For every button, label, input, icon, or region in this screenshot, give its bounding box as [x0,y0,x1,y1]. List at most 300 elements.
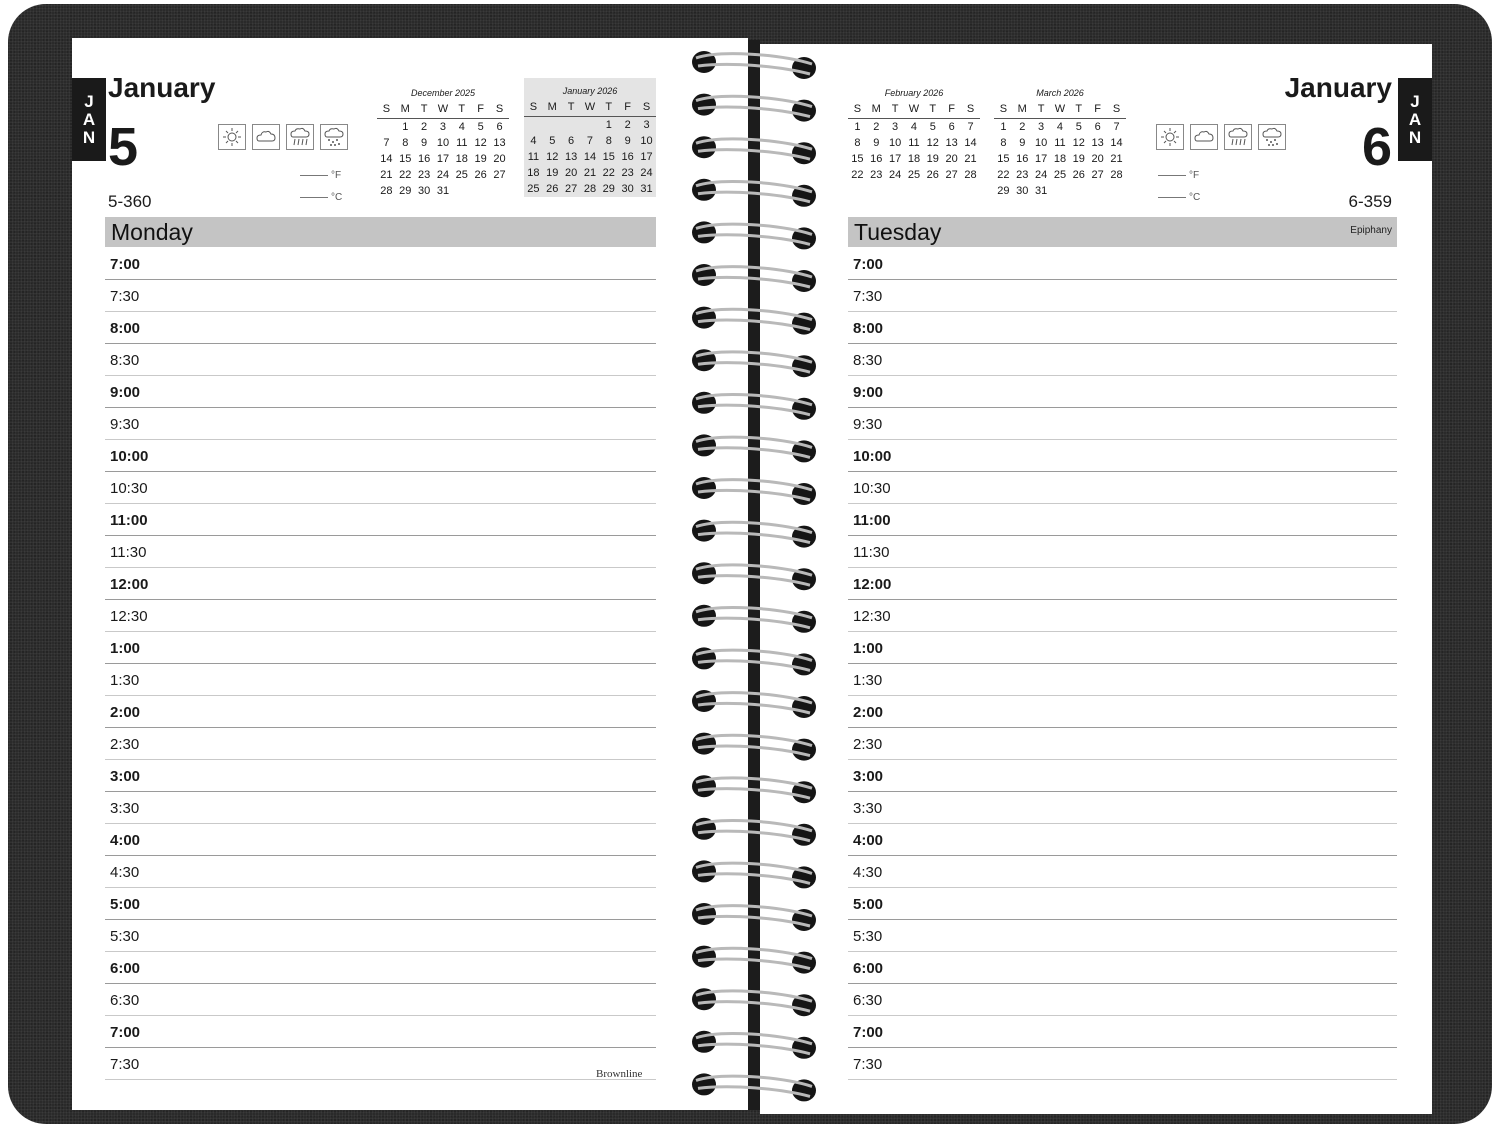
weekday-header-row [848,100,980,119]
calendar-day[interactable]: 9 [421,137,428,149]
calendar-day[interactable] [581,117,600,134]
binding-coil [692,349,816,377]
calendar-day[interactable]: 2 [1019,121,1026,133]
calendar-day[interactable]: 13 [1091,137,1104,149]
time-slot-row[interactable] [105,1016,656,1048]
holiday-label: Epiphany [1350,225,1392,236]
calendar-day[interactable]: 6 [568,135,575,147]
calendar-day[interactable]: 10 [436,137,450,149]
calendar-day[interactable]: 31 [436,185,450,197]
binding-coil [692,307,816,335]
calendar-week-row [524,165,656,181]
calendar-day[interactable]: 8 [605,135,612,147]
binding-coil [692,179,816,207]
calendar-day[interactable]: 25 [527,183,540,195]
rain-icon[interactable] [286,124,314,150]
calendar-day[interactable]: 8 [402,137,409,149]
time-slot-row[interactable] [848,472,1397,504]
weekday-header: T [1032,100,1051,119]
time-slot-row[interactable] [848,984,1397,1016]
calendar-day[interactable]: 28 [964,169,977,181]
calendar-day[interactable]: 2 [421,121,428,133]
time-slot-row[interactable] [105,504,656,536]
sun-icon[interactable] [1156,124,1184,150]
time-label: 7:00 [110,256,141,273]
time-slot-row[interactable] [105,728,656,760]
calendar-day[interactable]: 17 [640,151,653,163]
calendar-day[interactable]: 23 [1016,169,1029,181]
time-label: 6:00 [110,960,141,977]
calendar-day[interactable]: 30 [417,185,431,197]
calendar-day[interactable]: 16 [870,153,883,165]
time-slot-row[interactable] [848,824,1397,856]
time-label: 11:30 [853,544,890,561]
tab-letter: J [84,91,94,111]
calendar-day[interactable] [543,117,562,134]
calendar-day[interactable]: 26 [474,169,487,181]
mini-calendar-grid [524,98,656,197]
time-slot-row[interactable] [105,280,656,312]
calendar-day[interactable]: 8 [1000,137,1007,149]
calendar-day[interactable]: 1 [402,121,409,133]
calendar-day[interactable]: 9 [1019,137,1026,149]
calendar-day[interactable]: 21 [1110,153,1123,165]
tab-letter: N [82,127,96,147]
calendar-day[interactable]: 28 [583,183,597,195]
time-slot-row[interactable] [848,1048,1397,1080]
calendar-day[interactable]: 16 [417,153,431,165]
calendar-day[interactable]: 5 [1075,121,1082,133]
day-number: 6 [1361,117,1392,177]
calendar-day[interactable]: 2 [873,121,880,133]
calendar-day[interactable]: 24 [640,167,653,179]
day-count: 6-359 [1348,192,1392,211]
calendar-day[interactable]: 27 [493,169,506,181]
temp-celsius [1158,192,1200,203]
calendar-day[interactable]: 22 [997,169,1010,181]
time-slot-row[interactable] [848,504,1397,536]
time-slot-row[interactable] [848,312,1397,344]
time-slot-row[interactable] [848,568,1397,600]
calendar-day[interactable]: 22 [399,169,412,181]
time-slot-row[interactable] [105,1048,656,1080]
time-slot-row[interactable] [848,728,1397,760]
calendar-day[interactable]: 16 [621,151,634,163]
calendar-day[interactable]: 3 [892,121,899,133]
calendar-day[interactable]: 15 [851,153,864,165]
time-label: 11:30 [110,544,147,561]
calendar-day[interactable] [1107,183,1126,199]
binding-coil [692,647,816,675]
calendar-day[interactable] [524,117,543,134]
weekday-header: F [471,100,490,119]
calendar-day[interactable]: 13 [493,137,506,149]
calendar-day[interactable]: 11 [456,137,468,149]
weather-icons [1156,124,1286,150]
time-slot-row[interactable] [848,280,1397,312]
time-label: 7:30 [110,1056,140,1073]
cloud-icon[interactable] [252,124,280,150]
sun-icon[interactable] [218,124,246,150]
calendar-day[interactable]: 12 [926,137,939,149]
time-slot-row[interactable] [105,856,656,888]
weekday-header: S [848,100,867,119]
calendar-day[interactable]: 15 [399,153,412,165]
time-slot-row[interactable] [848,248,1397,280]
mini-calendar-december-2025 [377,80,509,199]
time-label: 10:30 [853,480,891,497]
calendar-day[interactable]: 12 [1072,137,1085,149]
calendar-day[interactable]: 5 [549,135,556,147]
time-label: 1:30 [853,672,883,689]
calendar-day[interactable]: 26 [546,183,559,195]
calendar-week-row [994,183,1126,199]
time-slot-row[interactable] [848,440,1397,472]
time-slot-row[interactable] [105,248,656,280]
calendar-week-row [377,167,509,183]
time-slot-row[interactable] [105,344,656,376]
calendar-day[interactable]: 11 [908,137,920,149]
time-slot-row[interactable] [105,888,656,920]
calendar-day[interactable]: 8 [854,137,861,149]
calendar-day[interactable]: 10 [1034,137,1048,149]
time-slot-row[interactable] [105,408,656,440]
calendar-day[interactable]: 19 [1072,153,1085,165]
calendar-week-row [994,135,1126,151]
calendar-day[interactable]: 18 [1053,153,1067,165]
mini-calendar-title: January 2026 [562,86,618,96]
binding-coil [692,946,816,974]
calendar-day[interactable]: 27 [945,169,958,181]
calendar-day[interactable]: 4 [458,121,465,133]
calendar-day[interactable]: 23 [621,167,634,179]
month-name: January [1284,72,1392,103]
time-label: 7:00 [110,1024,141,1041]
time-slot-row[interactable] [105,792,656,824]
time-slot-row[interactable] [105,600,656,632]
calendar-day[interactable]: 11 [1054,137,1066,149]
calendar-week-row [377,183,509,199]
weekday-header-row [994,100,1126,119]
calendar-week-row [524,133,656,149]
weekday-band [105,217,656,247]
rain-icon[interactable] [1224,124,1252,150]
calendar-day[interactable]: 7 [1113,121,1120,133]
calendar-day[interactable]: 6 [948,121,955,133]
calendar-day[interactable]: 26 [926,169,939,181]
calendar-day[interactable]: 27 [564,183,578,195]
calendar-day[interactable]: 5 [929,121,936,133]
mini-calendar-grid [848,100,980,183]
calendar-day[interactable]: 12 [546,151,559,163]
calendar-day[interactable]: 3 [439,121,447,133]
time-label: 4:00 [853,832,884,849]
tab-letter: J [1410,91,1420,111]
time-slot-row[interactable] [105,376,656,408]
month-tab[interactable] [72,78,106,161]
calendar-day[interactable]: 6 [1094,121,1101,133]
calendar-day[interactable]: 13 [945,137,958,149]
time-slot-row[interactable] [848,888,1397,920]
calendar-day[interactable] [562,117,581,134]
calendar-day[interactable]: 25 [907,169,921,181]
time-label: 8:30 [853,352,883,369]
calendar-day[interactable]: 6 [496,121,503,133]
time-slot-row[interactable] [105,568,656,600]
calendar-day[interactable]: 21 [380,169,393,181]
calendar-day[interactable]: 7 [586,135,594,147]
time-label: 12:00 [110,576,149,593]
calendar-day[interactable]: 14 [1110,137,1123,149]
calendar-day[interactable] [1051,183,1070,199]
time-slot-row[interactable] [105,824,656,856]
calendar-day[interactable]: 4 [910,121,918,133]
time-slot-row[interactable] [105,312,656,344]
calendar-day[interactable]: 28 [380,185,393,197]
calendar-day[interactable]: 17 [436,153,450,165]
time-label: 1:00 [110,640,141,657]
calendar-day[interactable]: 29 [997,185,1010,197]
weekday-header: T [562,98,581,117]
calendar-day[interactable]: 19 [926,153,939,165]
weekday-header: M [543,98,562,117]
calendar-day[interactable]: 14 [380,153,393,165]
time-slot-row[interactable] [105,440,656,472]
calendar-day[interactable]: 15 [997,153,1010,165]
calendar-day[interactable]: 22 [851,169,864,181]
calendar-day[interactable]: 20 [945,153,958,165]
calendar-day[interactable]: 3 [1038,121,1045,133]
mini-calendar-february-2026 [848,80,980,183]
weekday-header: S [961,100,980,119]
calendar-day[interactable]: 7 [383,137,390,149]
binding-coil [692,51,816,79]
calendar-day[interactable]: 29 [602,183,615,195]
calendar-day[interactable]: 31 [1034,185,1048,197]
time-slot-row[interactable] [848,856,1397,888]
calendar-day[interactable]: 13 [564,151,578,163]
time-label: 2:00 [110,704,141,721]
time-slot-row[interactable] [105,952,656,984]
calendar-day[interactable]: 2 [624,119,631,131]
time-label: 6:30 [110,992,140,1009]
weekday-header: S [637,98,656,117]
binding-coil [692,520,816,548]
time-slot-row[interactable] [105,632,656,664]
calendar-day[interactable]: 3 [643,119,650,131]
calendar-week-row [524,117,656,134]
calendar-day[interactable]: 4 [530,135,537,147]
calendar-day[interactable]: 14 [964,137,977,149]
time-slot-row[interactable] [105,984,656,1016]
time-label: 7:30 [110,288,140,305]
mini-calendar-march-2026 [994,80,1126,199]
snow-icon[interactable] [1258,124,1286,150]
time-label: 8:00 [853,320,884,337]
time-slot-row[interactable] [848,376,1397,408]
calendar-day[interactable] [1088,183,1107,199]
time-slot-row[interactable] [848,696,1397,728]
mini-calendar-january-2026 [524,78,656,197]
time-slot-row[interactable] [848,1016,1397,1048]
month-tab[interactable] [1398,78,1432,161]
weekday-header: W [1051,100,1070,119]
calendar-day[interactable]: 9 [624,135,631,147]
mini-calendar-title: February 2026 [884,88,944,98]
binding-coil [692,434,816,462]
calendar-day[interactable]: 20 [564,167,578,179]
binding-coil [692,264,816,292]
calendar-week-row [848,167,980,183]
binding-coil [692,392,816,420]
time-label: 5:30 [110,928,140,945]
calendar-week-row [848,135,980,151]
binding-coil [692,903,816,931]
weekday-header: S [524,98,543,117]
temp-celsius [300,192,342,203]
binding-coil [692,136,816,164]
calendar-day[interactable]: 1 [854,121,861,133]
weekday-header: T [415,100,434,119]
calendar-day[interactable]: 23 [417,169,431,181]
calendar-day[interactable]: 25 [1053,169,1067,181]
time-label: 5:00 [110,896,141,913]
tab-letter: N [1408,127,1422,147]
calendar-day[interactable]: 12 [474,137,487,149]
time-slot-row[interactable] [105,760,656,792]
time-label: 12:00 [853,576,892,593]
time-slot-row[interactable] [848,920,1397,952]
time-slot-row[interactable] [848,952,1397,984]
calendar-day[interactable]: 15 [602,151,615,163]
weekday-header: F [1088,100,1107,119]
time-label: 2:30 [853,736,883,753]
time-slot-row[interactable] [848,600,1397,632]
snow-icon[interactable] [320,124,348,150]
calendar-day[interactable] [452,183,471,199]
tab-letter: A [1408,109,1422,129]
time-label: 8:30 [110,352,140,369]
calendar-day[interactable]: 26 [1072,169,1085,181]
calendar-day[interactable]: 18 [907,153,921,165]
time-label: 7:00 [853,1024,884,1041]
weekday-header: F [942,100,961,119]
calendar-day[interactable]: 20 [493,153,506,165]
calendar-day[interactable]: 21 [583,167,597,179]
calendar-day[interactable]: 20 [1091,153,1104,165]
time-label: 3:30 [853,800,883,817]
calendar-day[interactable]: 14 [583,151,597,163]
temp-c-label: °C [1189,192,1201,203]
calendar-day[interactable]: 1 [605,119,612,131]
time-label: 9:00 [853,384,884,401]
time-label: 5:30 [853,928,883,945]
time-label: 9:00 [110,384,141,401]
time-slot-row[interactable] [105,472,656,504]
time-label: 11:00 [853,512,891,529]
time-slot-row[interactable] [848,632,1397,664]
calendar-day[interactable]: 24 [1034,169,1048,181]
time-slot-row[interactable] [848,792,1397,824]
weekday-header: T [886,100,905,119]
time-slot-row[interactable] [848,664,1397,696]
cloud-icon[interactable] [1190,124,1218,150]
weekday-band [848,217,1397,247]
calendar-day[interactable]: 10 [640,135,653,147]
calendar-day[interactable]: 18 [527,167,540,179]
time-slot-row[interactable] [105,920,656,952]
calendar-day[interactable]: 30 [621,183,634,195]
binding-coil [692,221,816,249]
time-label: 9:30 [853,416,883,433]
time-label: 3:30 [110,800,140,817]
calendar-day[interactable]: 11 [527,151,540,163]
time-label: 7:30 [853,288,883,305]
weekday-header: T [452,100,471,119]
calendar-day[interactable]: 24 [888,169,902,181]
weekday-header: F [618,98,637,117]
time-slot-row[interactable] [105,664,656,696]
calendar-day[interactable]: 21 [964,153,977,165]
calendar-day[interactable]: 1 [1000,121,1007,133]
calendar-day[interactable]: 27 [1091,169,1104,181]
calendar-day[interactable]: 17 [1034,153,1048,165]
mini-calendar-title: March 2026 [1036,88,1084,98]
time-label: 7:00 [853,256,884,273]
calendar-day[interactable]: 18 [455,153,468,165]
calendar-day[interactable]: 19 [546,167,559,179]
time-slot-row[interactable] [105,536,656,568]
time-slot-row[interactable] [848,408,1397,440]
calendar-day[interactable]: 7 [967,121,974,133]
calendar-day[interactable]: 4 [1056,121,1064,133]
calendar-week-row [377,135,509,151]
time-label: 4:30 [110,864,140,881]
calendar-day[interactable]: 5 [477,121,484,133]
calendar-day[interactable]: 30 [1016,185,1029,197]
time-slot-row[interactable] [105,696,656,728]
calendar-day[interactable]: 17 [888,153,902,165]
calendar-day[interactable]: 10 [888,137,902,149]
calendar-day[interactable] [490,183,509,199]
calendar-week-row [524,181,656,197]
weekday-header: T [599,98,618,117]
calendar-week-row [994,119,1126,136]
mini-calendar-grid [994,100,1126,199]
calendar-day[interactable]: 29 [399,185,412,197]
calendar-day[interactable]: 16 [1016,153,1029,165]
calendar-day[interactable]: 28 [1110,169,1123,181]
time-slot-row[interactable] [848,536,1397,568]
calendar-day[interactable] [377,119,396,136]
binding-coil [692,605,816,633]
time-label: 12:30 [110,608,148,625]
time-slot-row[interactable] [848,760,1397,792]
time-label: 10:00 [853,448,892,465]
calendar-day[interactable] [1069,183,1088,199]
calendar-day[interactable]: 25 [455,169,468,181]
time-label: 11:00 [110,512,148,529]
binding-coil [692,988,816,1016]
calendar-day[interactable]: 22 [602,167,615,179]
calendar-day[interactable]: 24 [436,169,450,181]
calendar-day[interactable]: 19 [474,153,487,165]
calendar-day[interactable]: 9 [873,137,880,149]
calendar-day[interactable] [471,183,490,199]
time-slot-row[interactable] [848,344,1397,376]
calendar-day[interactable]: 23 [870,169,883,181]
calendar-day[interactable]: 31 [640,183,653,195]
